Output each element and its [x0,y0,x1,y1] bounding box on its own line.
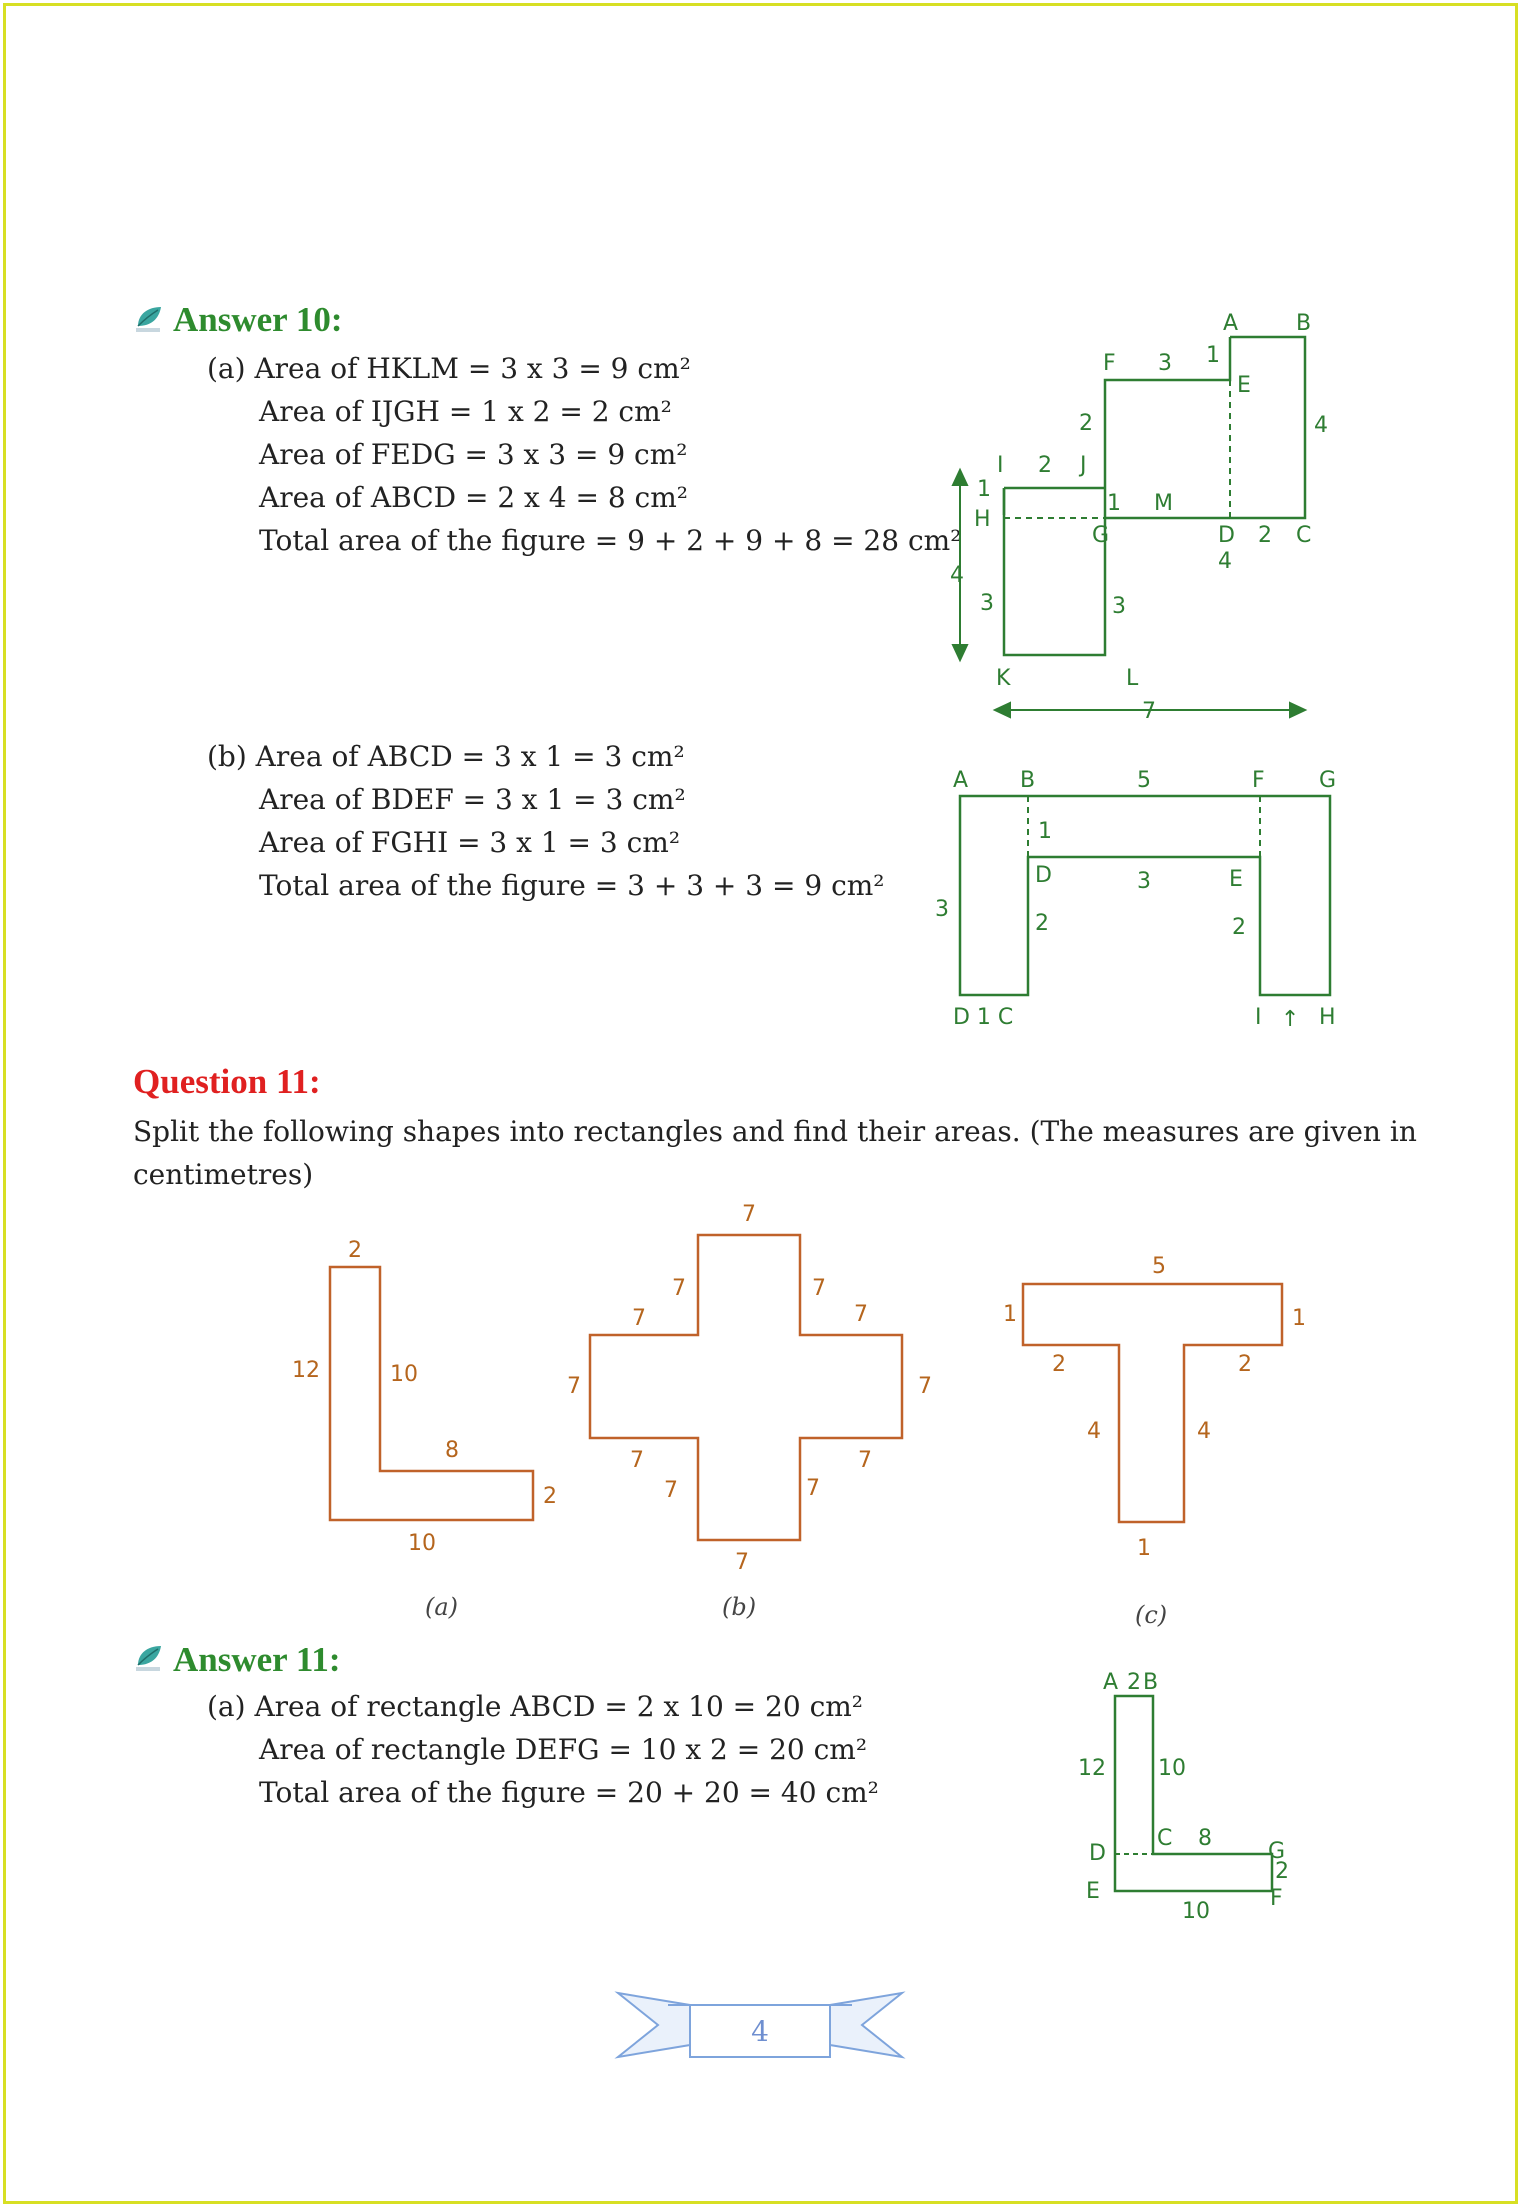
fig10b-label: E [1229,867,1243,892]
fig11-label: 10 [1182,1899,1210,1920]
fig10a-label: M [1154,491,1173,516]
fig10b-label: F [1252,768,1265,793]
answer-10b-line-3: Area of FGHI = 3 x 1 = 3 cm² [259,826,681,859]
fig10a-label: B [1296,311,1312,336]
fig10a-label: F [1103,351,1116,376]
shape-a-label: 10 [390,1362,418,1387]
fig11-label: 12 [1078,1756,1106,1781]
caption-a: (a) [425,1593,459,1621]
shape-a-label: 2 [348,1238,362,1263]
shape-c-label: 1 [1003,1302,1017,1327]
fig10b-label: 5 [1137,768,1151,793]
shape-a-label: 8 [445,1438,459,1463]
leaf-logo-icon [134,304,164,334]
answer-11-heading: Answer 11: [173,1640,341,1679]
fig10b-label: G [1319,768,1337,793]
shape-c-label: 5 [1152,1254,1166,1279]
fig10b-label: H [1319,1005,1336,1030]
fig10a-label: L [1126,666,1139,691]
figure-answer-11 [1070,1660,1310,1920]
fig10a-label: 4 [1314,413,1328,438]
fig10b-label: 3 [1137,869,1151,894]
caption-b: (b) [722,1593,757,1621]
figure-answer-10b [925,760,1345,1035]
shape-b-label: 7 [858,1448,872,1473]
fig10b-label: 2 [1232,915,1246,940]
shape-b-label: 7 [742,1202,756,1227]
shape-b-label: 7 [854,1302,868,1327]
fig11-label: D [1089,1841,1106,1866]
fig10a-label: 1 [977,477,991,502]
fig10a-label: E [1237,373,1251,398]
fig10a-label: 3 [1112,594,1126,619]
fig10b-label: 1 [1038,819,1052,844]
fig10a-label: 4 [950,563,964,588]
page-number: 4 [751,2015,769,2048]
fig10a-label: H [974,507,991,532]
fig10b-label: 2 [1035,911,1049,936]
fig10b-label: 3 [935,897,949,922]
fig10a-label: G [1092,523,1110,548]
shape-a-label: 2 [543,1484,557,1509]
fig10a-label: K [996,666,1011,691]
fig11-label: 10 [1158,1756,1186,1781]
fig10a-label: 1 [1107,491,1121,516]
fig11-label: 2 [1275,1859,1289,1884]
fig10a-label: 2 [1038,453,1052,478]
fig10b-label: I [1255,1005,1262,1030]
fig11-label: E [1086,1879,1100,1904]
page-number-ribbon [610,1985,910,2075]
fig10a-label: C [1296,523,1312,548]
shape-b-label: 7 [632,1306,646,1331]
shape-c-label: 4 [1197,1419,1211,1444]
answer-10a-line-4: Area of ABCD = 2 x 4 = 8 cm² [259,481,688,514]
fig10b-label: ↑ [1281,1007,1300,1032]
shape-b-label: 7 [672,1276,686,1301]
fig11-label: C [1157,1826,1173,1851]
fig10b-label: D 1 C [953,1005,1014,1030]
fig10a-label: 3 [980,591,994,616]
answer-10a-line-1: (a) Area of HKLM = 3 x 3 = 9 cm² [207,352,691,385]
fig10a-label: 4 [1218,549,1232,574]
answer-11a-line-1: (a) Area of rectangle ABCD = 2 x 10 = 20 cm² [207,1690,864,1723]
figure-answer-10a [940,300,1360,740]
shape-a-label: 10 [408,1531,436,1556]
shape-a-label: 12 [292,1358,320,1383]
fig10a-label: 1 [1206,343,1220,368]
fig11-label: G [1268,1839,1286,1864]
shape-b-label: 7 [918,1374,932,1399]
answer-11a-line-2: Area of rectangle DEFG = 10 x 2 = 20 cm² [259,1733,868,1766]
fig10a-label: 2 [1079,411,1093,436]
fig10b-label: B [1020,768,1036,793]
fig11-label: F [1270,1886,1283,1911]
fig10b-label: A [953,768,969,793]
fig10a-label: 3 [1158,351,1172,376]
fig11-label: 8 [1198,1826,1212,1851]
shape-c-label: 2 [1052,1352,1066,1377]
answer-10b-line-2: Area of BDEF = 3 x 1 = 3 cm² [259,783,686,816]
fig10a-label: D [1218,523,1235,548]
fig11-label: A [1103,1670,1119,1695]
shape-b-outline [590,1235,902,1540]
fig10a-label: J [1080,453,1087,478]
fig11-label: 2 [1127,1670,1141,1695]
shape-c-label: 1 [1292,1306,1306,1331]
fig10b-label: D [1035,863,1052,888]
shape-b-label: 7 [664,1478,678,1503]
caption-c: (c) [1135,1601,1168,1629]
question-11-heading: Question 11: [133,1062,321,1101]
question-11-text: Split the following shapes into rectangles and find their areas. (The measures are given in centimetres) [133,1115,1417,1191]
shape-c-label: 1 [1137,1536,1151,1561]
answer-10b-line-1: (b) Area of ABCD = 3 x 1 = 3 cm² [207,740,685,773]
leaf-logo-icon [134,1643,164,1673]
question-11-figures [280,1195,1380,1645]
shape-b-label: 7 [630,1448,644,1473]
answer-10b-total: Total area of the figure = 3 + 3 + 3 = 9 cm² [259,869,885,902]
fig10a-label: 7 [1142,699,1156,724]
shape-c-outline [1023,1284,1282,1522]
answer-10a-total: Total area of the figure = 9 + 2 + 9 + 8 = 28 cm² [259,524,962,557]
answer-11a-total: Total area of the figure = 20 + 20 = 40 cm² [259,1776,879,1809]
answer-10a-line-3: Area of FEDG = 3 x 3 = 9 cm² [259,438,688,471]
answer-10-heading: Answer 10: [173,300,343,339]
shape-b-label: 7 [567,1374,581,1399]
fig10a-label: I [997,453,1004,478]
fig10a-label: 2 [1258,523,1272,548]
shape-b-label: 7 [812,1276,826,1301]
shape-b-label: 7 [735,1550,749,1575]
shape-a-outline [330,1267,533,1520]
fig10a-label: A [1223,311,1239,336]
shape-b-label: 7 [806,1476,820,1501]
answer-10a-line-2: Area of IJGH = 1 x 2 = 2 cm² [259,395,672,428]
shape-c-label: 2 [1238,1352,1252,1377]
shape-c-label: 4 [1087,1419,1101,1444]
fig11-label: B [1143,1670,1159,1695]
